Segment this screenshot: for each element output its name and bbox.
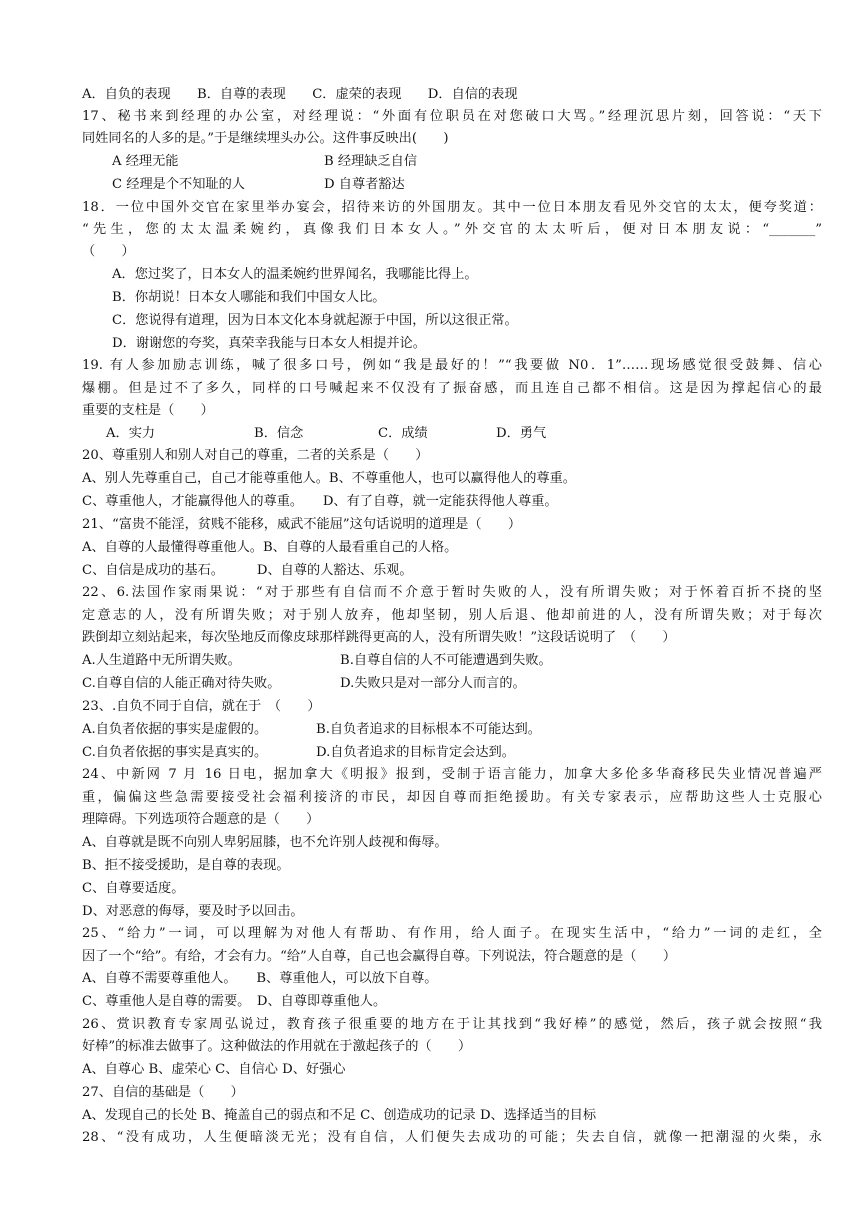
q19-option-d: D．勇气	[496, 426, 547, 441]
q22-option-b: B.自尊自信的人不可能遭遇到失败。	[340, 653, 552, 668]
q24-stem-line3: 理障碍。下列选项符合题意的是（ ）	[82, 812, 320, 827]
q25-stem-line1: 25、“给力”一词，可以理解为对他人有帮助、有作用，给人面子。在现实生活中，“给力”一词的走红，全	[82, 926, 822, 941]
q23-options-row1	[82, 719, 822, 741]
q22-stem-line2: 定意志的人，没有所谓失败；对于别人放弃，他却坚韧，别人后退、他却前进的人，没有所谓失败；对于每次	[82, 608, 822, 623]
q22-option-c: C.自尊自信的人能正确对待失败。	[82, 676, 281, 691]
q22-options-row2	[82, 673, 822, 695]
q26-stem-line2: 好棒”的标准去做事了。这种做法的作用就在于激起孩子的（ ）	[82, 1039, 472, 1054]
q24-stem-line1: 24、中新网 7 月 16 日电，据加拿大《明报》报到，受制于语言能力，加拿大多伦多华裔移民失业情况普遍严	[82, 767, 822, 782]
q17-option-c: C 经理是个不知耻的人	[112, 177, 245, 192]
q26-options: A、自尊心 B、虚荣心 C、自信心 D、好强心	[82, 1062, 346, 1077]
q25-options-ab: A、自尊不需要尊重他人。 B、尊重他人，可以放下自尊。	[82, 971, 438, 986]
q17-option-b: B 经理缺乏自信	[324, 154, 418, 169]
q19-stem-line3: 重要的支柱是（ ）	[82, 403, 214, 418]
q18-option-d: D．谢谢您的夸奖，真荣幸我能与日本女人相提并论。	[112, 336, 426, 351]
q22-options-row1	[82, 650, 822, 672]
q17-options-row2	[82, 174, 822, 196]
q28-stem-line1: 28、“没有成功，人生便暗淡无光；没有自信，人们便失去成功的可能；失去自信，就像一把潮湿的火柴，永	[82, 1130, 822, 1145]
q24-stem-line2: 重，偏偏这些急需要接受社会福利接济的市民，却因自尊而拒绝援助。有关专家表示，应帮助这些人士克服心	[82, 790, 822, 805]
q27-options: A、发现自己的长处 B、掩盖自己的弱点和不足 C、创造成功的记录 D、选择适当的目标	[82, 1108, 597, 1123]
q20-stem: 20、尊重别人和别人对自己的尊重，二者的关系是（ ）	[82, 448, 429, 463]
q23-option-d: D.自负者追求的目标肯定会达到。	[316, 745, 515, 760]
q25-options-cd: C、尊重他人是自尊的需要。 D、自尊即尊重他人。	[82, 994, 387, 1009]
q23-options-row2	[82, 742, 822, 764]
q17-stem-line2: 同姓同名的人多的是。”于是继续埋头办公。这件事反映出( )	[82, 131, 449, 146]
q21-options-ab: A、自尊的人最懂得尊重他人。B、自尊的人最看重自己的人格。	[82, 540, 458, 555]
q19-option-a: A．实力	[106, 426, 156, 441]
q20-options-ab: A、别人先尊重自己，自己才能尊重他人。B、不尊重他人，也可以赢得他人的尊重。	[82, 471, 576, 486]
q18-answer-paren: （ ）	[82, 244, 135, 259]
q18-option-b: B．你胡说！日本女人哪能和我们中国女人比。	[112, 290, 386, 305]
q17-options-row1	[82, 151, 822, 173]
q22-stem-line3: 跌倒却立刻站起来，每次坠地反而像皮球那样跳得更高的人，没有所谓失败！”这段话说明了 （ ）	[82, 630, 676, 645]
q18-option-a: A．您过奖了，日本女人的温柔婉约世界闻名，我哪能比得上。	[112, 267, 478, 282]
q24-option-b: B、拒不接受援助，是自尊的表现。	[82, 858, 290, 873]
q17-option-a: A 经理无能	[112, 154, 179, 169]
q24-option-d: D、对恶意的侮辱，要及时予以回击。	[82, 904, 304, 919]
q17-stem-line1: 17、秘书来到经理的办公室，对经理说：“外面有位职员在对您破口大骂。”经理沉思片刻，回答说：“天下	[82, 109, 822, 124]
q24-option-a: A、自尊就是既不向别人卑躬屈膝，也不允许别人歧视和侮辱。	[82, 835, 448, 850]
q24-option-c: C、自尊要适度。	[82, 881, 185, 896]
q19-option-b: B．信念	[254, 426, 304, 441]
q20-options-cd: C、尊重他人，才能赢得他人的尊重。 D、有了自尊，就一定能获得他人尊重。	[82, 494, 558, 509]
q22-option-a: A.人生道路中无所谓失败。	[82, 653, 241, 668]
q22-stem-line1: 22、6.法国作家雨果说：“对于那些有自信而不介意于暂时失败的人，没有所谓失败；对于怀着百折不挠的坚	[82, 585, 822, 600]
q23-stem: 23、.自负不同于自信，就在于 （ ）	[82, 699, 321, 714]
q26-stem-line1: 26、赏识教育专家周弘说过，教育孩子很重要的地方在于让其找到“我好棒”的感觉，然后，孩子就会按照“我	[82, 1017, 822, 1032]
q16-options: A．自负的表现 B．自尊的表现 C．虚荣的表现 D．自信的表现	[82, 87, 518, 102]
q18-option-c: C．您说得有道理，因为日本文化本身就起源于中国，所以这很正常。	[112, 313, 518, 328]
q17-option-d: D 自尊者豁达	[324, 177, 405, 192]
q21-stem: 21、“富贵不能淫，贫贱不能移，威武不能屈”这句话说明的道理是（ ）	[82, 517, 522, 532]
q18-stem-line1: 18．一位中国外交官在家里举办宴会，招待来访的外国朋友。其中一位日本朋友看见外交官的太太，便夸奖道：	[82, 200, 822, 215]
q21-options-cd: C、自信是成功的基石。 D、自尊的人豁达、乐观。	[82, 563, 413, 578]
q19-stem-line1: 19. 有人参加励志训练，喊了很多口号，例如“我是最好的！”“我要做 N0．1”……现场感觉很受鼓舞、信心	[82, 358, 822, 373]
q23-option-b: B.自负者追求的目标根本不可能达到。	[316, 722, 541, 737]
q27-stem: 27、自信的基础是（ ）	[82, 1085, 244, 1100]
q25-stem-line2: 因了一个“给”。有给，才会有力。“给”人自尊，自己也会赢得自尊。下列说法，符合题意的是（ ）	[82, 949, 677, 964]
q19-stem-line2: 爆棚。但是过不了多久，同样的口号喊起来不仅没有了振奋感，而且连自己都不相信。这是因为撑起信心的最	[82, 381, 822, 396]
q19-options	[82, 423, 822, 445]
q18-stem-line2: “先生，您的太太温柔婉约，真像我们日本女人。”外交官的太太听后，便对日本朋友说：“_______”	[82, 222, 822, 237]
q19-option-c: C．成绩	[378, 426, 428, 441]
q23-option-a: A.自负者依据的事实是虚假的。	[82, 722, 268, 737]
q23-option-c: C.自负者依据的事实是真实的。	[82, 745, 268, 760]
q22-option-d: D.失败只是对一部分人而言的。	[340, 676, 526, 691]
